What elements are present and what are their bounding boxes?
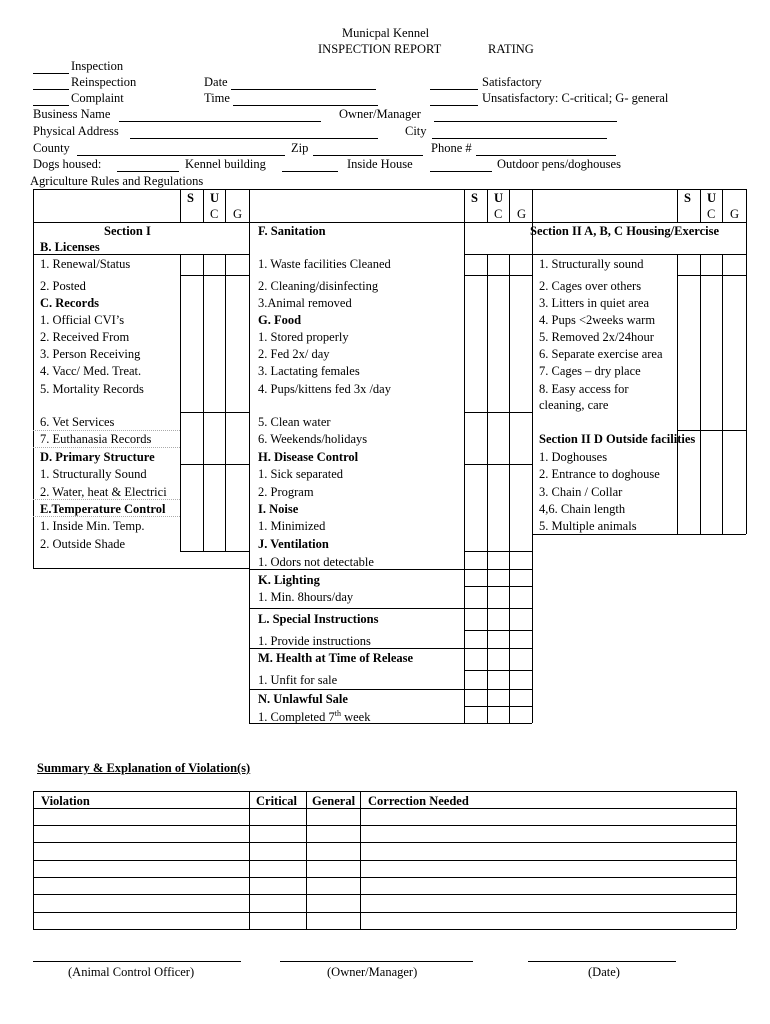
rating-label: RATING [488,42,534,56]
inside-house-field[interactable] [430,171,492,172]
time-label: Time [204,91,230,105]
general-header: General [312,794,356,808]
checklist-item: G. Food [258,313,302,327]
violation-entry-row[interactable] [33,825,736,842]
checklist-item: 1. Unfit for sale [258,673,338,687]
checklist-item: Section II D Outside facilities [539,432,696,446]
complaint-label: Complaint [71,91,124,105]
unsatisfactory-blank[interactable] [430,105,478,106]
rating-col-u: U [210,191,220,205]
grid-line [33,189,746,190]
grid-line [677,254,678,534]
complaint-blank[interactable] [33,105,69,106]
physical-address-field[interactable] [130,138,378,139]
officer-signature-line[interactable] [33,961,241,962]
violation-entry-row[interactable] [33,808,736,825]
grid-line [249,648,464,649]
grid-line [33,189,34,568]
checklist-item: E.Temperature Control [40,502,166,516]
violation-entry-row[interactable] [33,877,736,894]
county-field[interactable] [77,155,285,156]
grid-line [677,430,746,431]
outdoor-pens-label: Outdoor pens/doghouses [497,157,621,171]
grid-line [677,275,746,276]
checklist-item: 2. Posted [40,279,86,293]
checklist-item: 1. Structurally sound [539,257,644,271]
inside-house-label: Inside House [347,157,413,171]
date-label: Date [204,75,228,89]
checklist-item: 7. Euthanasia Records [40,432,152,446]
grid-line [249,689,464,690]
checklist-item [258,710,370,724]
grid-line [464,189,465,222]
checklist-item: L. Special Instructions [258,612,379,626]
grid-line [33,929,736,930]
grid-line [249,569,464,570]
section-2-title: Section II A, B, C Housing/Exercise [530,224,720,238]
business-name-label: Business Name [33,107,111,121]
city-label: City [405,124,427,138]
phone-label: Phone # [431,141,472,155]
grid-line [33,222,746,223]
checklist-item: 1. Inside Min. Temp. [40,519,145,533]
rating-col-u: U [707,191,717,205]
grid-line [464,648,532,649]
grid-line [33,447,180,448]
officer-signature-label: (Animal Control Officer) [68,965,195,979]
checklist-item: 1. Waste facilities Cleaned [258,257,391,271]
checklist-item: 2. Received From [40,330,130,344]
grid-line [464,630,532,631]
checklist-item: 3. Chain / Collar [539,485,623,499]
ag-rules-label: Agriculture Rules and Regulations [30,174,204,188]
violation-entry-row[interactable] [33,894,736,912]
grid-line [33,516,180,517]
checklist-item: C. Records [40,296,100,310]
grid-line [722,254,723,534]
rating-col-c: C [210,207,219,221]
checklist-item: 5. Removed 2x/24hour [539,330,654,344]
grid-line [180,551,249,552]
summary-title: Summary & Explanation of Violation(s) [37,761,251,775]
inspection-label: Inspection [71,59,124,73]
county-label: County [33,141,70,155]
grid-line [464,723,532,724]
checklist-item: 1. Minimized [258,519,326,533]
inspection-blank[interactable] [33,73,69,74]
checklist-item: 1. Min. 8hours/day [258,590,354,604]
rating-col-g: G [517,207,527,221]
checklist-item: N. Unlawful Sale [258,692,348,706]
kennel-building-field[interactable] [282,171,338,172]
violation-entry-row[interactable] [33,842,736,860]
dogs-housed-label: Dogs housed: [33,157,102,171]
grid-line [464,689,532,690]
checklist-item: 1. Structurally Sound [40,467,147,481]
form-title: Municpal Kennel [342,26,430,40]
checklist-item: 1. Provide instructions [258,634,371,648]
grid-line [464,412,532,413]
checklist-item: 1. Sick separated [258,467,344,481]
unsatisfactory-label: Unsatisfactory: C-critical; G- general [482,91,669,105]
grid-line [180,189,181,222]
checklist-item: 3.Animal removed [258,296,352,310]
date-signature-line[interactable] [528,961,676,962]
checklist-item: 4. Vacc/ Med. Treat. [40,364,142,378]
grid-line [249,723,464,724]
zip-label: Zip [291,141,309,155]
grid-line [736,791,737,929]
checklist-item: 2. Program [258,485,314,499]
checklist-item-text: week [340,710,371,725]
checklist-item: 2. Cleaning/disinfecting [258,279,379,293]
satisfactory-label: Satisfactory [482,75,542,89]
grid-line [464,569,532,570]
checklist-item: 1. Official CVI’s [40,313,125,327]
checklist-item: 4. Pups <2weeks warm [539,313,656,327]
grid-line [33,254,180,255]
checklist-item: K. Lighting [258,573,320,587]
grid-line [203,189,204,222]
checklist-item: 4. Pups/kittens fed 3x /day [258,382,391,396]
grid-line [225,189,226,222]
grid-line [509,189,510,222]
checklist-item: D. Primary Structure [40,450,155,464]
grid-line [532,254,533,534]
grid-line [677,189,678,222]
superscript: th [334,709,341,718]
grid-line [464,670,532,671]
grid-line [487,189,488,222]
grid-line [180,254,181,551]
grid-line [677,254,746,255]
grid-line [249,569,250,723]
checklist-item: 2. Fed 2x/ day [258,347,330,361]
checklist-item: H. Disease Control [258,450,359,464]
violation-entry-row[interactable] [33,912,736,929]
grid-line [464,254,532,255]
rating-col-g: G [233,207,243,221]
checklist-item: I. Noise [258,502,299,516]
grid-line [249,608,464,609]
grid-line [722,189,723,222]
grid-line [509,254,510,723]
grid-line [33,499,180,500]
rating-col-u: U [494,191,504,205]
checklist-item: B. Licenses [40,240,100,254]
checklist-item: 5. Mortality Records [40,382,144,396]
grid-line [180,254,249,255]
city-field[interactable] [432,138,607,139]
checklist-item: 2. Outside Shade [40,537,126,551]
violation-entry-row[interactable] [33,860,736,877]
grid-line [700,189,701,222]
grid-line [33,791,736,792]
critical-header: Critical [256,794,297,808]
checklist-item: 3. Person Receiving [40,347,141,361]
date-field[interactable] [231,89,376,90]
rating-col-c: C [707,207,716,221]
grid-line [700,254,701,534]
rating-col-s: S [684,191,691,205]
checklist-item-text: 1. Completed 7 [258,710,335,725]
report-title: INSPECTION REPORT [318,42,442,56]
grid-line [180,464,249,465]
grid-line [746,254,747,534]
grid-line [225,254,226,551]
rating-col-c: C [494,207,503,221]
checklist-item: 6. Weekends/holidays [258,432,368,446]
owner-manager-label: Owner/Manager [339,107,421,121]
checklist-item: 5. Clean water [258,415,331,429]
grid-line [464,254,465,723]
checklist-item: 8. Easy access for [539,382,629,396]
physical-address-label: Physical Address [33,124,119,138]
reinspection-label: Reinspection [71,75,137,89]
checklist-item: 1. Odors not detectable [258,555,374,569]
section-f-title: F. Sanitation [258,224,326,238]
rating-col-s: S [187,191,194,205]
grid-line [464,551,532,552]
grid-line [464,222,465,254]
dogs-housed-field[interactable] [117,171,179,172]
checklist-item: 7. Cages – dry place [539,364,641,378]
checklist-item: 3. Lactating females [258,364,360,378]
grid-line [464,586,532,587]
correction-header: Correction Needed [368,794,469,808]
checklist-item: cleaning, care [539,398,609,412]
grid-line [180,412,249,413]
grid-line [677,534,746,535]
checklist-item: M. Health at Time of Release [258,651,414,665]
business-name-field[interactable] [119,121,321,122]
checklist-item: 6. Vet Services [40,415,115,429]
checklist-item: J. Ventilation [258,537,329,551]
grid-line [464,275,532,276]
grid-line [203,254,204,551]
grid-line [746,189,747,254]
checklist-item: 3. Litters in quiet area [539,296,650,310]
grid-line [33,568,249,569]
checklist-item: 4,6. Chain length [539,502,626,516]
grid-line [487,254,488,723]
checklist-item: 1. Doghouses [539,450,608,464]
checklist-item: 1. Stored properly [258,330,349,344]
phone-field[interactable] [476,155,616,156]
checklist-item: 2. Entrance to doghouse [539,467,660,481]
time-field[interactable] [233,105,378,106]
owner-signature-label: (Owner/Manager) [327,965,418,979]
section-1-title: Section I [104,224,151,238]
grid-line [180,275,249,276]
checklist-item: 1. Renewal/Status [40,257,131,271]
grid-line [464,464,532,465]
date-signature-label: (Date) [588,965,620,979]
checklist-item: 5. Multiple animals [539,519,637,533]
violation-header: Violation [41,794,90,808]
satisfactory-blank[interactable] [430,89,478,90]
owner-manager-field[interactable] [434,121,617,122]
checklist-item: 2. Water, heat & Electrici [40,485,167,499]
rating-col-s: S [471,191,478,205]
grid-line [33,430,180,431]
reinspection-blank[interactable] [33,89,69,90]
owner-signature-line[interactable] [280,961,473,962]
checklist-item: 6. Separate exercise area [539,347,663,361]
grid-line [464,706,532,707]
checklist-item: 2. Cages over others [539,279,642,293]
rating-col-g: G [730,207,740,221]
kennel-building-label: Kennel building [185,157,266,171]
zip-field[interactable] [313,155,423,156]
grid-line [464,608,532,609]
grid-line [532,534,677,535]
